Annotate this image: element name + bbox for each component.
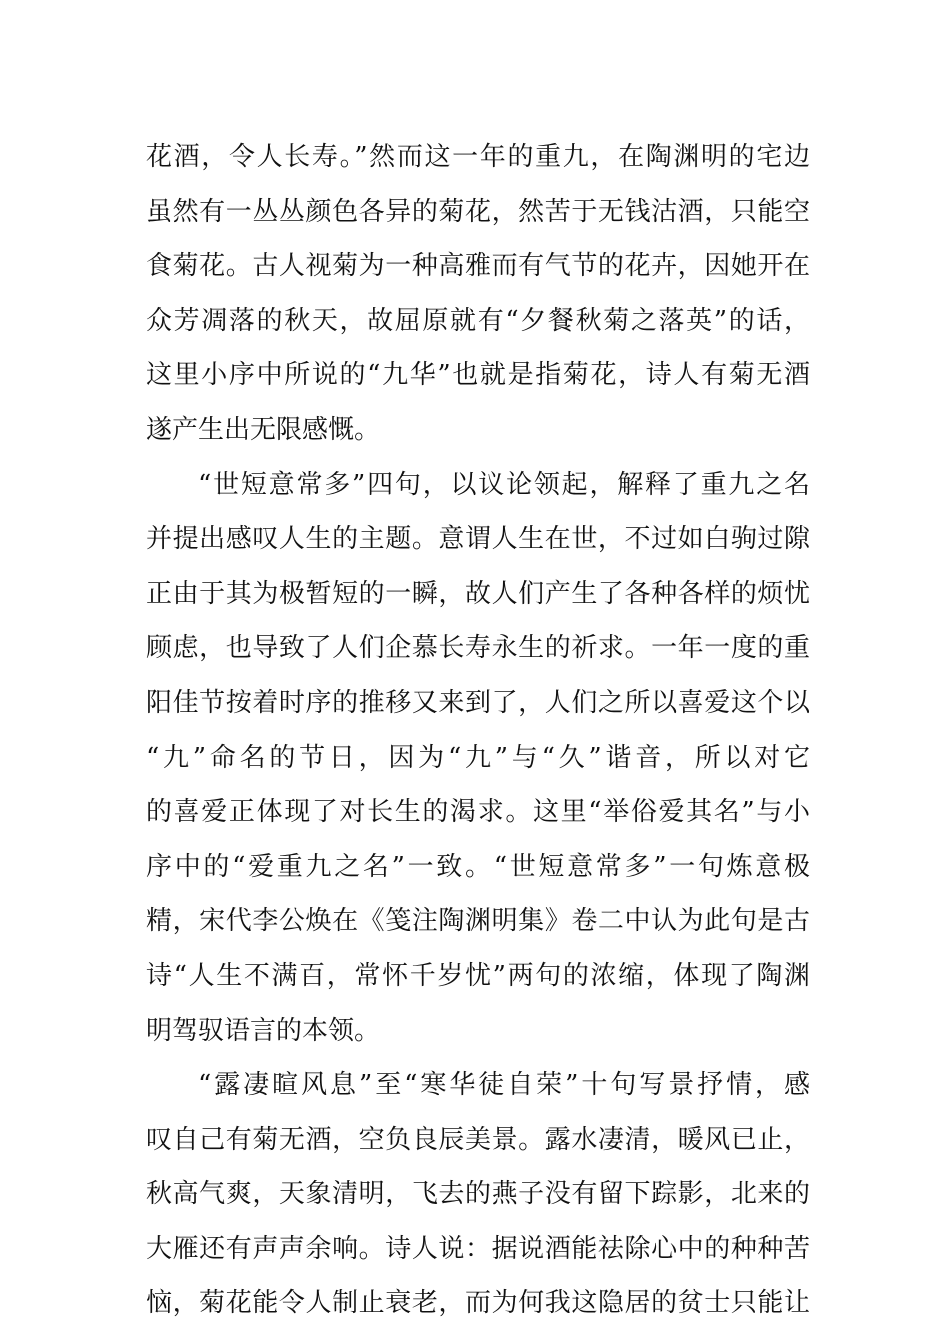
text-line: 诗“人生不满百，常怀千岁忧”两句的浓缩，体现了陶渊 [146,960,810,991]
text-line: 并提出感叹人生的主题。意谓人生在世，不过如白驹过隙 [146,524,810,555]
text-line: “九”命名的节日，因为“九”与“久”谐音，所以对它 [146,742,810,773]
text-line: 花酒，令人长寿。”然而这一年的重九，在陶渊明的宅边 [146,142,810,172]
text-line: “世短意常多”四句，以议论领起，解释了重九之名 [198,469,810,500]
text-line: 叹自己有菊无酒，空负良辰美景。露水凄清，暖风已止， [146,1124,810,1155]
text-line: 遂产生出无限感慨。 [146,414,381,445]
text-line: 这里小序中所说的“九华”也就是指菊花，诗人有菊无酒 [146,360,810,391]
text-line: 明驾驭语言的本领。 [146,1015,381,1046]
text-line: 虽然有一丛丛颜色各异的菊花，然苦于无钱沽酒，只能空 [146,196,810,227]
text-line: 食菊花。古人视菊为一种高雅而有气节的花卉，因她开在 [146,251,810,282]
text-line: 正由于其为极暂短的一瞬，故人们产生了各种各样的烦忧 [146,578,810,609]
text-line: 阳佳节按着时序的推移又来到了，人们之所以喜爱这个以 [146,687,810,718]
text-line: 众芳凋落的秋天，故屈原就有“夕餐秋菊之落英”的话， [146,305,810,336]
body-text [146,130,810,1331]
text-line: 大雁还有声声余响。诗人说：据说酒能祛除心中的种种苦 [146,1233,810,1264]
text-line: 精，宋代李公焕在《笺注陶渊明集》卷二中认为此句是古 [146,906,810,937]
text-line: 恼，菊花能令人制止衰老，而为何我这隐居的贫士只能让 [146,1288,810,1319]
text-line: 的喜爱正体现了对长生的渴求。这里“举俗爱其名”与小 [146,797,810,828]
text-line: 秋高气爽，天象清明，飞去的燕子没有留下踪影，北来的 [146,1179,810,1210]
text-line: “露凄暄风息”至“寒华徒自荣”十句写景抒情，感 [198,1070,810,1101]
text-line: 序中的“爱重九之名”一致。“世短意常多”一句炼意极 [146,851,810,882]
text-line: 顾虑，也导致了人们企慕长寿永生的祈求。一年一度的重 [146,633,810,664]
